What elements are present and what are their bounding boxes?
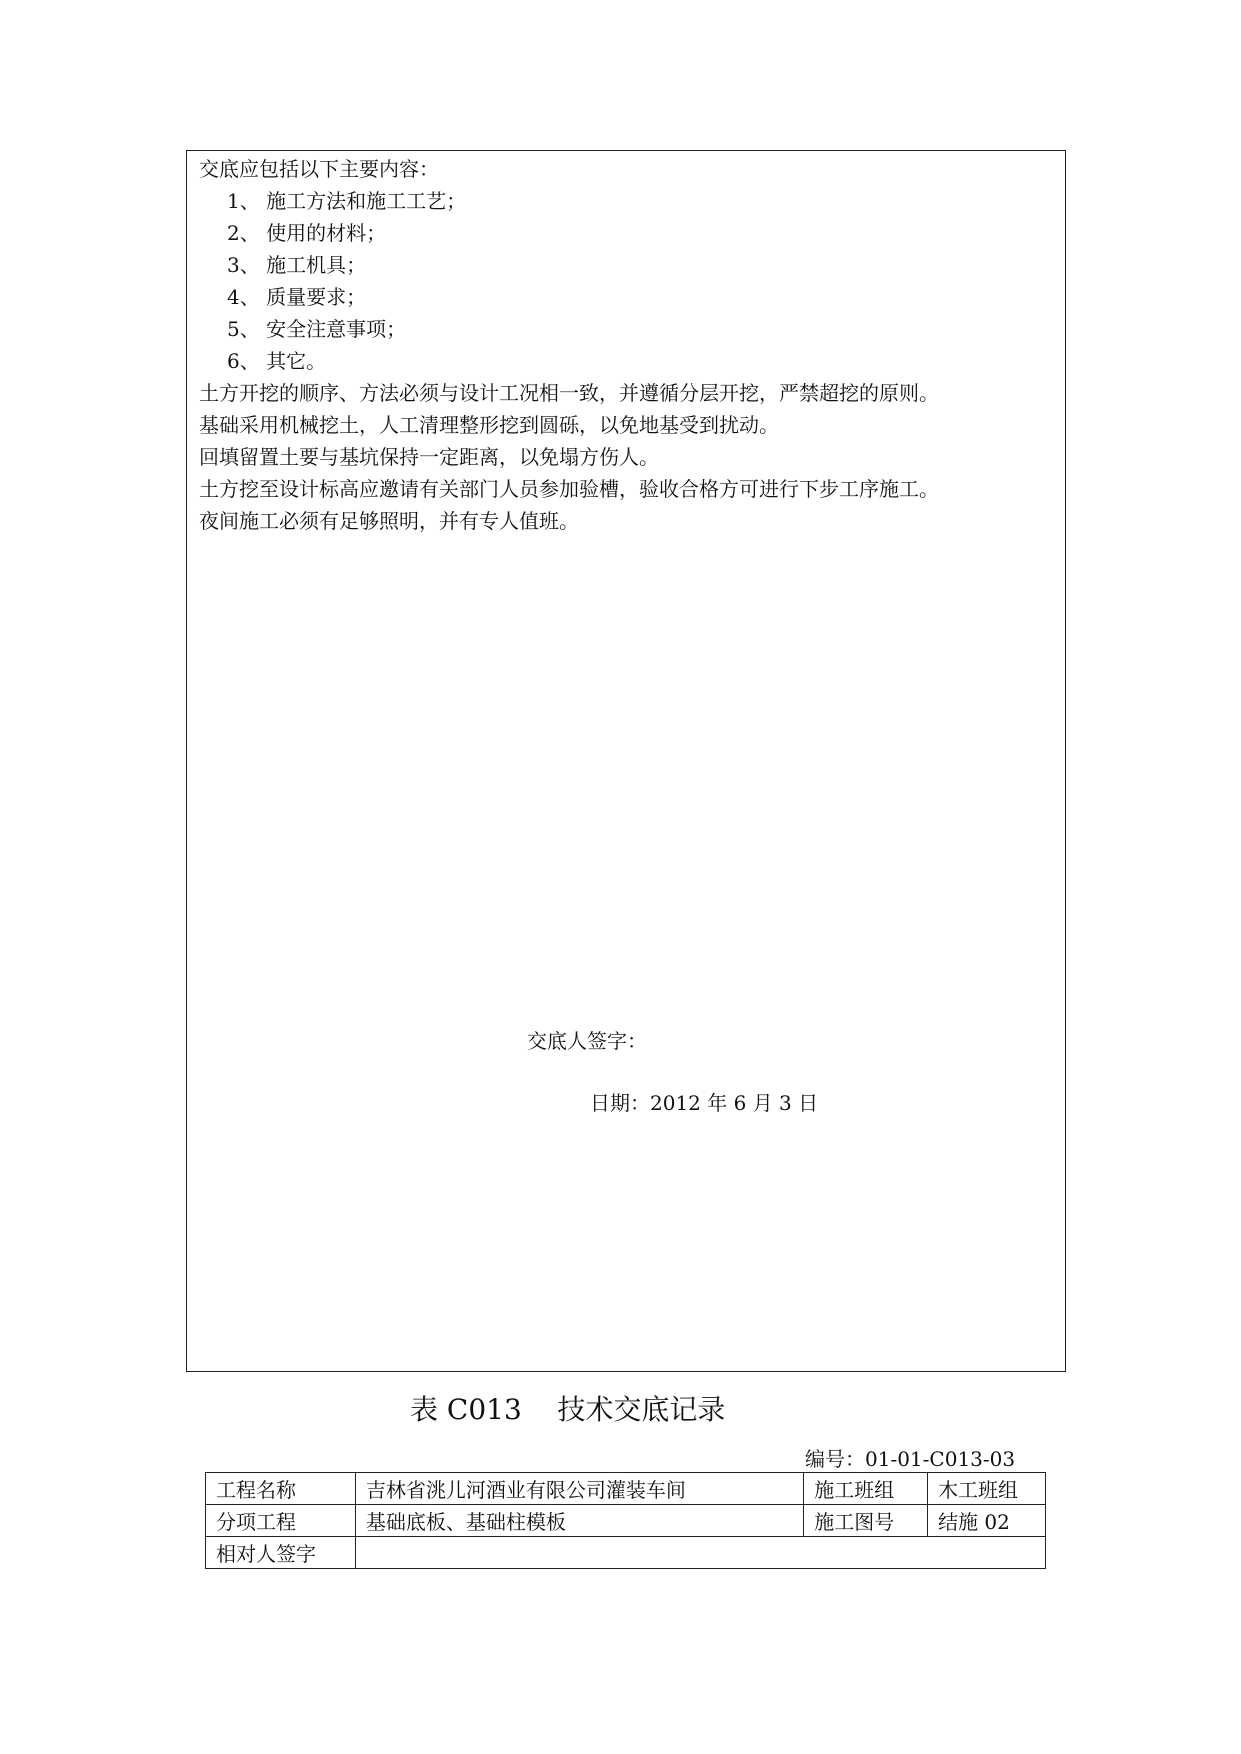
- paragraph: 回填留置土要与基坑保持一定距离，以免塌方伤人。: [199, 445, 659, 469]
- paragraph: 夜间施工必须有足够照明，并有专人值班。: [199, 509, 579, 533]
- table-row: [206, 1473, 1046, 1505]
- team-value: 木工班组: [928, 1473, 1046, 1505]
- info-table: [205, 1472, 1046, 1569]
- list-item: 3、 施工机具；: [227, 253, 367, 277]
- paragraph: 土方挖至设计标高应邀请有关部门人员参加验槽，验收合格方可进行下步工序施工。: [199, 477, 939, 501]
- intro-text: 交底应包括以下主要内容：: [199, 157, 439, 181]
- paragraph: 基础采用机械挖土，人工清理整形挖到圆砾，以免地基受到扰动。: [199, 413, 779, 437]
- list-item: 4、 质量要求；: [227, 285, 367, 309]
- list-item: 6、 其它。: [227, 349, 327, 373]
- list-item: 2、 使用的材料；: [227, 221, 387, 245]
- serial-number: 编号：01-01-C013-03: [805, 1447, 1016, 1471]
- subproject-value: 基础底板、基础柱模板: [355, 1505, 803, 1537]
- form-title: 表 C013 技术交底记录: [410, 1393, 726, 1426]
- counterpart-signature-field[interactable]: [355, 1537, 1045, 1569]
- counterpart-signature-label: 相对人签字: [206, 1537, 356, 1569]
- signer-label: 交底人签字：: [527, 1029, 647, 1053]
- content-box: [186, 150, 1066, 1372]
- paragraph: 土方开挖的顺序、方法必须与设计工况相一致，并遵循分层开挖，严禁超挖的原则。: [199, 381, 939, 405]
- project-name-label: 工程名称: [206, 1473, 356, 1505]
- table-row: [206, 1537, 1046, 1569]
- drawing-number-label: 施工图号: [804, 1505, 928, 1537]
- list-item: 1、 施工方法和施工工艺；: [227, 189, 467, 213]
- list-item: 5、 安全注意事项；: [227, 317, 407, 341]
- project-name-value: 吉林省洮儿河酒业有限公司灌装车间: [355, 1473, 803, 1505]
- team-label: 施工班组: [804, 1473, 928, 1505]
- drawing-number-value: 结施 02: [928, 1505, 1046, 1537]
- table-row: [206, 1505, 1046, 1537]
- subproject-label: 分项工程: [206, 1505, 356, 1537]
- date-label: 日期：2012 年 6 月 3 日: [590, 1091, 819, 1115]
